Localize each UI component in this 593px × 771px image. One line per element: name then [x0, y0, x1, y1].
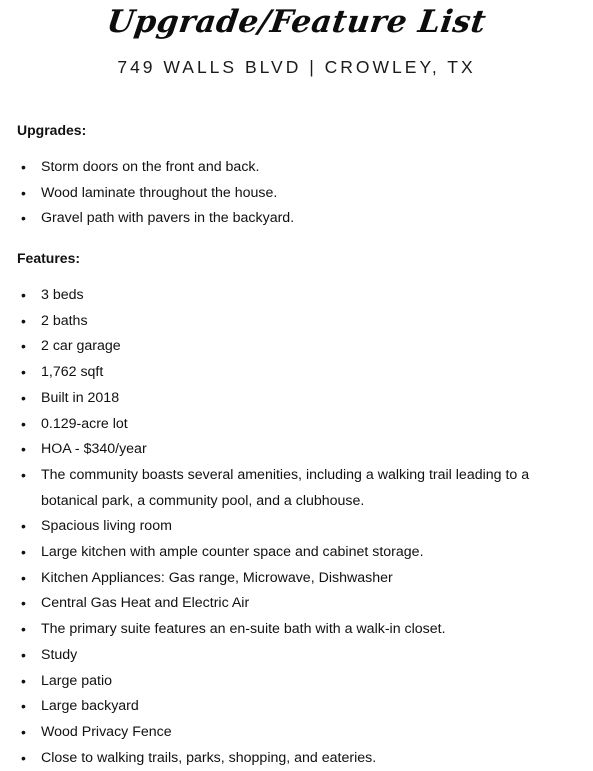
list-item: • Storm doors on the front and back.: [17, 155, 581, 181]
bullet-icon: •: [21, 569, 26, 586]
list-item: • 2 baths: [17, 309, 581, 335]
list-item: • Kitchen Appliances: Gas range, Microwave, Dishwasher: [17, 566, 581, 592]
bullet-icon: •: [21, 544, 26, 561]
upgrades-list: [17, 155, 581, 232]
list-item: • Study: [17, 643, 581, 669]
bullet-icon: •: [21, 364, 26, 381]
features-list: [17, 283, 581, 771]
bullet-icon: •: [21, 749, 26, 766]
list-item: • Spacious living room: [17, 514, 581, 540]
upgrades-heading: Upgrades:: [17, 122, 87, 138]
list-item: • HOA - $340/year: [17, 437, 581, 463]
page-title: Upgrade/Feature List: [104, 4, 489, 40]
features-heading: Features:: [17, 250, 81, 266]
list-item: • Wood Privacy Fence: [17, 720, 581, 746]
list-item: • Large kitchen with ample counter space and cabinet storage.: [17, 540, 581, 566]
bullet-icon: •: [21, 389, 26, 406]
list-item: • Built in 2018: [17, 386, 581, 412]
bullet-icon: •: [21, 338, 26, 355]
bullet-icon: •: [21, 287, 26, 303]
list-item: • 1,762 sqft: [17, 360, 581, 386]
bullet-icon: •: [21, 441, 26, 458]
list-item: • 2 car garage: [17, 334, 581, 360]
list-item: • Large backyard: [17, 694, 581, 720]
list-item: • The community boasts several amenities, including a walking trail leading to a botanical park, a community pool, and a clubhouse.: [17, 463, 581, 514]
bullet-icon: •: [21, 723, 26, 740]
bullet-icon: •: [21, 672, 26, 689]
list-item: • Central Gas Heat and Electric Air: [17, 591, 581, 617]
bullet-icon: •: [21, 210, 26, 227]
bullet-icon: •: [21, 595, 26, 612]
list-item: • Large patio: [17, 669, 581, 695]
bullet-icon: •: [21, 621, 26, 638]
list-item: • The primary suite features an en-suite bath with a walk-in closet.: [17, 617, 581, 643]
property-address: 749 WALLS BLVD | CROWLEY, TX: [117, 57, 476, 77]
bullet-icon: •: [21, 415, 26, 432]
list-item: • Wood laminate throughout the house.: [17, 181, 581, 207]
bullet-icon: •: [21, 184, 26, 201]
list-item: • 3 beds: [17, 283, 581, 309]
bullet-icon: •: [21, 698, 26, 715]
bullet-icon: •: [21, 466, 26, 483]
list-item: • Close to walking trails, parks, shopping, and eateries.: [17, 746, 581, 771]
bullet-icon: •: [21, 312, 26, 329]
bullet-icon: •: [21, 518, 26, 535]
bullet-icon: •: [21, 646, 26, 663]
bullet-icon: •: [21, 159, 26, 175]
list-item: • Gravel path with pavers in the backyard.: [17, 206, 581, 232]
list-item: • 0.129-acre lot: [17, 412, 581, 438]
